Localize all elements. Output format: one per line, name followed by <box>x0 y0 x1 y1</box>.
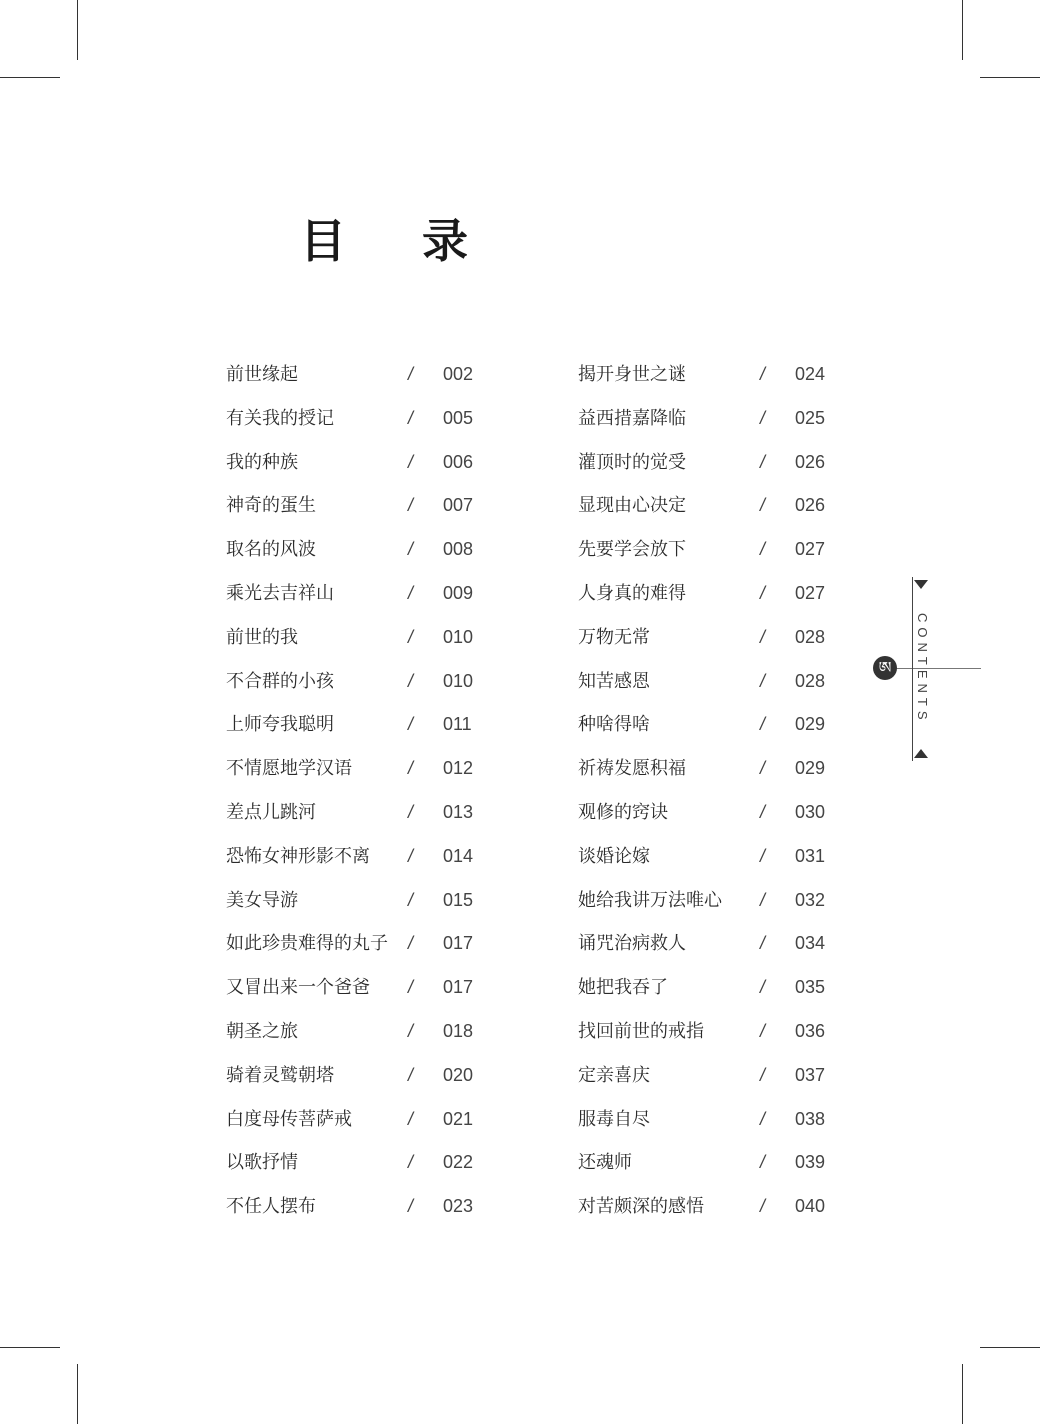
toc-separator: / <box>408 1020 414 1041</box>
toc-separator: / <box>760 933 766 954</box>
toc-entry-page-number: 024 <box>795 364 826 384</box>
toc-separator: / <box>408 758 414 779</box>
crop-mark <box>77 1364 78 1424</box>
toc-entry-page-number: 011 <box>443 714 472 735</box>
crop-mark <box>0 77 60 78</box>
toc-entry-page-number: 012 <box>443 758 474 779</box>
toc-entry-page-number: 032 <box>795 889 826 910</box>
toc-entry-title: 如此珍贵难得的丸子 <box>226 933 388 955</box>
toc-separator: / <box>408 495 414 516</box>
toc-entry[interactable] <box>578 791 878 835</box>
toc-entry[interactable] <box>578 1010 878 1054</box>
crop-mark <box>962 1364 963 1424</box>
toc-entry-title: 白度母传菩萨戒 <box>226 1108 352 1130</box>
toc-entry[interactable] <box>226 791 526 835</box>
toc-separator: / <box>408 1064 414 1085</box>
toc-entry[interactable] <box>226 966 526 1010</box>
toc-separator: / <box>408 539 414 560</box>
toc-entry-title: 显现由心决定 <box>578 495 686 517</box>
toc-entry-title: 找回前世的戒指 <box>578 1020 704 1042</box>
toc-entry[interactable] <box>226 922 526 966</box>
triangle-up-icon <box>914 749 928 758</box>
toc-entry-page-number: 038 <box>795 1108 826 1129</box>
contents-label: CONTENTS <box>915 613 930 725</box>
toc-entry[interactable] <box>578 922 878 966</box>
toc-entry-page-number: 040 <box>795 1196 826 1217</box>
toc-right-column <box>578 353 878 1229</box>
toc-entry[interactable] <box>226 441 526 485</box>
toc-entry-page-number: 018 <box>443 1020 474 1041</box>
toc-entry-title: 揭开身世之谜 <box>578 364 686 385</box>
toc-entry-title: 骑着灵鹫朝塔 <box>226 1064 334 1086</box>
toc-entry-title: 服毒自尽 <box>578 1108 650 1130</box>
toc-entry[interactable] <box>578 572 878 616</box>
toc-entry-page-number: 017 <box>443 933 474 954</box>
toc-entry-title: 朝圣之旅 <box>226 1020 298 1042</box>
toc-entry[interactable] <box>578 397 878 441</box>
toc-separator: / <box>408 670 414 691</box>
toc-separator: / <box>760 582 766 603</box>
toc-entry-page-number: 036 <box>795 1020 826 1041</box>
toc-left-column <box>226 353 526 1229</box>
toc-entry-page-number: 013 <box>443 801 474 822</box>
contents-side-tab <box>912 577 931 761</box>
toc-entry[interactable] <box>578 703 878 747</box>
toc-separator: / <box>408 1152 414 1173</box>
toc-separator: / <box>760 539 766 560</box>
toc-entry-title: 万物无常 <box>578 626 650 648</box>
toc-separator: / <box>760 626 766 647</box>
toc-entry-title: 又冒出来一个爸爸 <box>226 977 370 999</box>
toc-entry[interactable] <box>578 966 878 1010</box>
toc-entry[interactable] <box>226 572 526 616</box>
toc-separator: / <box>760 801 766 822</box>
toc-entry-page-number: 037 <box>795 1064 826 1085</box>
toc-separator: / <box>760 1152 766 1173</box>
toc-entry[interactable] <box>226 1010 526 1054</box>
toc-entry-title: 人身真的难得 <box>578 582 686 604</box>
page-title: 目 录 <box>300 214 499 268</box>
toc-separator: / <box>760 670 766 691</box>
toc-entry-title: 祈祷发愿积福 <box>578 758 686 780</box>
toc-entry[interactable] <box>226 616 526 660</box>
toc-separator: / <box>408 364 414 384</box>
toc-separator: / <box>760 1020 766 1041</box>
toc-entry[interactable] <box>578 1185 878 1229</box>
side-tab-bar <box>912 577 913 761</box>
crop-mark <box>980 1347 1040 1348</box>
toc-entry[interactable] <box>578 879 878 923</box>
toc-entry-title: 我的种族 <box>226 451 298 473</box>
toc-entry[interactable] <box>578 441 878 485</box>
toc-entry[interactable] <box>578 353 878 397</box>
toc-entry[interactable] <box>226 397 526 441</box>
toc-separator: / <box>760 364 766 384</box>
toc-entry-title: 观修的窍诀 <box>578 801 668 823</box>
toc-entry-page-number: 029 <box>795 758 826 779</box>
toc-entry[interactable] <box>226 1141 526 1185</box>
toc-entry[interactable] <box>226 835 526 879</box>
toc-entry-title: 不任人摆布 <box>226 1196 316 1218</box>
toc-separator: / <box>760 758 766 779</box>
toc-separator: / <box>408 407 414 428</box>
toc-entry-title: 灌顶时的觉受 <box>578 451 686 473</box>
toc-entry-title: 对苦颇深的感悟 <box>578 1196 704 1218</box>
toc-separator: / <box>760 889 766 910</box>
toc-entry-title: 有关我的授记 <box>226 407 334 429</box>
toc-separator: / <box>408 626 414 647</box>
toc-entry-title: 前世的我 <box>226 626 298 648</box>
toc-entry-title: 前世缘起 <box>226 364 298 385</box>
toc-separator: / <box>760 495 766 516</box>
toc-entry-title: 还魂师 <box>578 1152 632 1174</box>
toc-entry-page-number: 010 <box>443 670 474 691</box>
toc-separator: / <box>408 451 414 472</box>
toc-separator: / <box>760 1196 766 1217</box>
toc-entry-page-number: 015 <box>443 889 474 910</box>
toc-entry-title: 取名的风波 <box>226 539 316 561</box>
toc-entry-page-number: 031 <box>795 845 826 866</box>
crop-mark <box>962 0 963 60</box>
toc-entry-page-number: 028 <box>795 626 826 647</box>
toc-separator: / <box>408 1196 414 1217</box>
side-divider-line <box>893 668 981 669</box>
toc-entry-title: 不合群的小孩 <box>226 670 334 692</box>
toc-entry-title: 不情愿地学汉语 <box>226 758 352 780</box>
toc-entry-page-number: 025 <box>795 407 826 428</box>
toc-separator: / <box>760 1064 766 1085</box>
toc-entry-page-number: 023 <box>443 1196 474 1217</box>
crop-mark <box>980 77 1040 78</box>
crop-mark <box>0 1347 60 1348</box>
toc-entry-page-number: 008 <box>443 539 474 560</box>
toc-entry-page-number: 035 <box>795 977 826 998</box>
toc-entry-page-number: 002 <box>443 364 474 384</box>
toc-entry-title: 定亲喜庆 <box>578 1064 650 1086</box>
toc-entry-title: 神奇的蛋生 <box>226 495 316 517</box>
toc-entry-page-number: 021 <box>443 1108 474 1129</box>
toc-entry[interactable] <box>578 1141 878 1185</box>
toc-separator: / <box>408 582 414 603</box>
toc-entry-page-number: 027 <box>795 539 826 560</box>
toc-entry-page-number: 017 <box>443 977 474 998</box>
toc-entry-title: 美女导游 <box>226 889 298 911</box>
toc-entry[interactable] <box>226 1098 526 1142</box>
toc-entry[interactable] <box>226 703 526 747</box>
toc-entry-title: 知苦感恩 <box>578 670 650 692</box>
toc-entry[interactable] <box>578 835 878 879</box>
toc-entry-page-number: 009 <box>443 582 474 603</box>
toc-entry-title: 差点儿跳河 <box>226 801 316 823</box>
toc-entry[interactable] <box>578 1098 878 1142</box>
toc-entry-page-number: 006 <box>443 451 474 472</box>
toc-entry[interactable] <box>226 1054 526 1098</box>
toc-entry[interactable] <box>578 616 878 660</box>
toc-separator: / <box>760 1108 766 1129</box>
toc-entry-page-number: 005 <box>443 407 474 428</box>
toc-entry-page-number: 007 <box>443 495 474 516</box>
toc-entry-page-number: 029 <box>795 714 826 735</box>
toc-entry-title: 诵咒治病救人 <box>578 933 686 955</box>
toc-entry[interactable] <box>578 660 878 704</box>
toc-separator: / <box>408 714 414 735</box>
toc-entry[interactable] <box>226 879 526 923</box>
toc-entry[interactable] <box>578 484 878 528</box>
toc-entry[interactable] <box>226 353 526 397</box>
toc-entry-title: 上师夸我聪明 <box>226 714 334 736</box>
toc-entry-title: 谈婚论嫁 <box>578 845 650 867</box>
tibetan-emblem-icon: ཨ <box>873 656 897 680</box>
toc-entry[interactable] <box>226 528 526 572</box>
toc-entry[interactable] <box>578 747 878 791</box>
toc-entry-title: 她把我吞了 <box>578 977 668 999</box>
toc-entry-page-number: 020 <box>443 1064 474 1085</box>
toc-entry[interactable] <box>226 484 526 528</box>
toc-entry[interactable] <box>226 1185 526 1229</box>
toc-entry[interactable] <box>578 1054 878 1098</box>
toc-entry-title: 恐怖女神形影不离 <box>226 845 370 867</box>
toc-entry-page-number: 028 <box>795 670 826 691</box>
toc-separator: / <box>408 933 414 954</box>
toc-separator: / <box>408 977 414 998</box>
toc-entry-title: 先要学会放下 <box>578 539 686 561</box>
toc-separator: / <box>760 977 766 998</box>
toc-entry-page-number: 026 <box>795 451 826 472</box>
toc-entry-page-number: 034 <box>795 933 826 954</box>
toc-entry-title: 以歌抒情 <box>226 1152 298 1174</box>
toc-entry-title: 益西措嘉降临 <box>578 407 686 429</box>
toc-entry-page-number: 030 <box>795 801 826 822</box>
crop-mark <box>77 0 78 60</box>
toc-entry-page-number: 014 <box>443 845 474 866</box>
toc-separator: / <box>408 845 414 866</box>
toc-entry[interactable] <box>226 747 526 791</box>
toc-separator: / <box>760 407 766 428</box>
toc-entry[interactable] <box>226 660 526 704</box>
toc-entry-page-number: 026 <box>795 495 826 516</box>
toc-entry-page-number: 022 <box>443 1152 474 1173</box>
toc-entry-page-number: 010 <box>443 626 474 647</box>
toc-entry-title: 乘光去吉祥山 <box>226 582 334 604</box>
toc-entry-title: 种啥得啥 <box>578 714 650 736</box>
toc-entry-page-number: 027 <box>795 582 826 603</box>
toc-separator: / <box>760 451 766 472</box>
toc-entry[interactable] <box>578 528 878 572</box>
toc-entry-title: 她给我讲万法唯心 <box>578 889 722 911</box>
toc-separator: / <box>408 889 414 910</box>
toc-separator: / <box>760 845 766 866</box>
toc-separator: / <box>408 801 414 822</box>
toc-separator: / <box>760 714 766 735</box>
toc-separator: / <box>408 1108 414 1129</box>
triangle-down-icon <box>914 580 928 589</box>
toc-entry-page-number: 039 <box>795 1152 826 1173</box>
